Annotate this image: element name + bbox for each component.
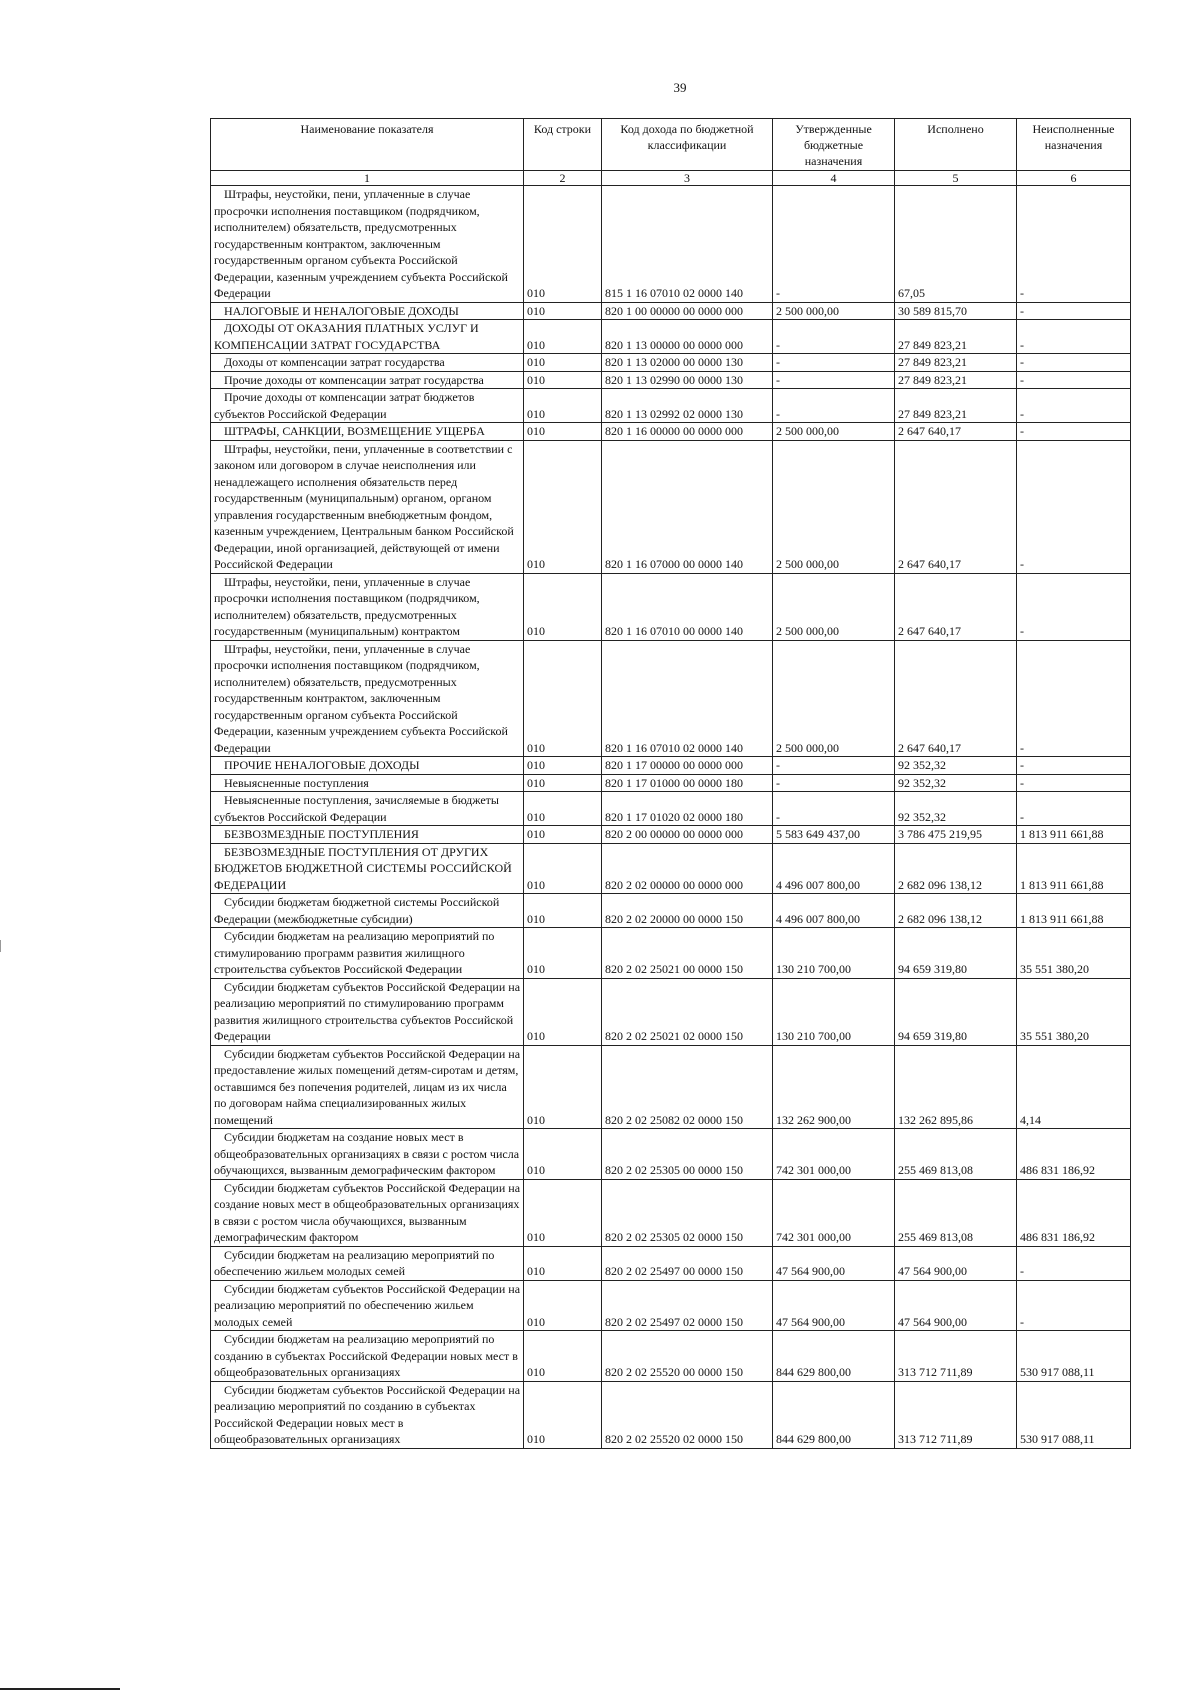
header-line-code: Код строки [524, 119, 602, 171]
row-name: Субсидии бюджетам субъектов Российской Федерации на создание новых мест в общеобразовательных организациях в связи с ростом числа обучающихся, вызванным демографическим фактором [211, 1179, 524, 1246]
row-name: Субсидии бюджетам на реализацию мероприятий по созданию в субъектах Российской Федерации новых мест в общеобразовательных организациях [211, 1331, 524, 1382]
row-revenue-code: 820 2 02 25021 00 0000 150 [602, 928, 773, 979]
row-revenue-code: 820 2 02 20000 00 0000 150 [602, 894, 773, 928]
row-line-code: 010 [524, 792, 602, 826]
row-name: Прочие доходы от компенсации затрат государства [211, 371, 524, 389]
row-name: Невыясненные поступления [211, 774, 524, 792]
row-approved: 130 210 700,00 [773, 978, 895, 1045]
row-executed: 313 712 711,89 [895, 1381, 1017, 1448]
row-approved: 844 629 800,00 [773, 1331, 895, 1382]
row-revenue-code: 820 2 02 25305 00 0000 150 [602, 1129, 773, 1180]
row-executed: 2 682 096 138,12 [895, 894, 1017, 928]
row-approved: - [773, 792, 895, 826]
row-approved: 4 496 007 800,00 [773, 894, 895, 928]
row-revenue-code: 820 2 02 25497 02 0000 150 [602, 1280, 773, 1331]
row-name: БЕЗВОЗМЕЗДНЫЕ ПОСТУПЛЕНИЯ ОТ ДРУГИХ БЮДЖЕТОВ БЮДЖЕТНОЙ СИСТЕМЫ РОССИЙСКОЙ ФЕДЕРАЦИИ [211, 843, 524, 894]
table-row [211, 928, 1131, 979]
row-revenue-code: 820 1 17 00000 00 0000 000 [602, 757, 773, 775]
header-executed: Исполнено [895, 119, 1017, 171]
table-row [211, 440, 1131, 573]
row-executed: 92 352,32 [895, 792, 1017, 826]
row-line-code: 010 [524, 1246, 602, 1280]
row-executed: 313 712 711,89 [895, 1331, 1017, 1382]
row-approved: 844 629 800,00 [773, 1381, 895, 1448]
row-unexecuted: - [1017, 302, 1131, 320]
row-approved: 2 500 000,00 [773, 423, 895, 441]
row-name: Прочие доходы от компенсации затрат бюджетов субъектов Российской Федерации [211, 389, 524, 423]
row-executed: 47 564 900,00 [895, 1280, 1017, 1331]
row-line-code: 010 [524, 1331, 602, 1382]
row-approved: 742 301 000,00 [773, 1129, 895, 1180]
column-number: 5 [895, 171, 1017, 186]
row-revenue-code: 820 2 02 25497 00 0000 150 [602, 1246, 773, 1280]
row-line-code: 010 [524, 1381, 602, 1448]
row-unexecuted: 35 551 380,20 [1017, 928, 1131, 979]
row-approved: 742 301 000,00 [773, 1179, 895, 1246]
row-line-code: 010 [524, 573, 602, 640]
row-unexecuted: - [1017, 774, 1131, 792]
row-revenue-code: 820 1 16 07010 02 0000 140 [602, 640, 773, 757]
row-approved: - [773, 354, 895, 372]
row-unexecuted: 486 831 186,92 [1017, 1129, 1131, 1180]
row-unexecuted: 530 917 088,11 [1017, 1381, 1131, 1448]
row-approved: 132 262 900,00 [773, 1045, 895, 1129]
row-unexecuted: - [1017, 573, 1131, 640]
column-number: 4 [773, 171, 895, 186]
column-number: 6 [1017, 171, 1131, 186]
row-executed: 255 469 813,08 [895, 1129, 1017, 1180]
row-unexecuted: 1 813 911 661,88 [1017, 894, 1131, 928]
margin-mark [0, 940, 1, 952]
row-line-code: 010 [524, 1045, 602, 1129]
row-unexecuted: - [1017, 757, 1131, 775]
row-line-code: 010 [524, 302, 602, 320]
row-line-code: 010 [524, 354, 602, 372]
row-revenue-code: 820 1 17 01000 00 0000 180 [602, 774, 773, 792]
bottom-rule [0, 1688, 120, 1690]
table-row [211, 1246, 1131, 1280]
row-approved: 47 564 900,00 [773, 1246, 895, 1280]
row-approved: - [773, 757, 895, 775]
row-executed: 94 659 319,80 [895, 978, 1017, 1045]
row-executed: 27 849 823,21 [895, 320, 1017, 354]
table-row [211, 1331, 1131, 1382]
row-line-code: 010 [524, 186, 602, 303]
row-executed: 2 647 640,17 [895, 440, 1017, 573]
row-unexecuted: - [1017, 371, 1131, 389]
header-indicator-name: Наименование показателя [211, 119, 524, 171]
row-unexecuted: - [1017, 440, 1131, 573]
row-revenue-code: 820 1 16 07000 00 0000 140 [602, 440, 773, 573]
row-approved: 2 500 000,00 [773, 573, 895, 640]
row-unexecuted: - [1017, 423, 1131, 441]
row-executed: 30 589 815,70 [895, 302, 1017, 320]
table-row [211, 186, 1131, 303]
row-revenue-code: 820 1 00 00000 00 0000 000 [602, 302, 773, 320]
row-approved: 5 583 649 437,00 [773, 826, 895, 844]
row-unexecuted: 35 551 380,20 [1017, 978, 1131, 1045]
row-line-code: 010 [524, 757, 602, 775]
row-line-code: 010 [524, 1179, 602, 1246]
page-number: 39 [673, 80, 687, 95]
row-name: ДОХОДЫ ОТ ОКАЗАНИЯ ПЛАТНЫХ УСЛУГ И КОМПЕНСАЦИИ ЗАТРАТ ГОСУДАРСТВА [211, 320, 524, 354]
table-row [211, 573, 1131, 640]
table-row [211, 894, 1131, 928]
row-unexecuted: - [1017, 389, 1131, 423]
table-row [211, 389, 1131, 423]
row-line-code: 010 [524, 1280, 602, 1331]
table-row [211, 320, 1131, 354]
row-executed: 132 262 895,86 [895, 1045, 1017, 1129]
row-unexecuted: - [1017, 1280, 1131, 1331]
row-unexecuted: 486 831 186,92 [1017, 1179, 1131, 1246]
table-row [211, 843, 1131, 894]
row-name: Субсидии бюджетам на создание новых мест в общеобразовательных организациях в связи с ростом числа обучающихся, вызванным демографическим фактором [211, 1129, 524, 1180]
row-revenue-code: 820 1 16 07010 00 0000 140 [602, 573, 773, 640]
row-unexecuted: 530 917 088,11 [1017, 1331, 1131, 1382]
row-name: БЕЗВОЗМЕЗДНЫЕ ПОСТУПЛЕНИЯ [211, 826, 524, 844]
row-revenue-code: 820 1 13 00000 00 0000 000 [602, 320, 773, 354]
table-row [211, 302, 1131, 320]
table-body [211, 186, 1131, 1449]
row-name: Субсидии бюджетам субъектов Российской Федерации на реализацию мероприятий по стимулированию программ развития жилищного строительства субъектов Российской Федерации [211, 978, 524, 1045]
row-executed: 2 647 640,17 [895, 573, 1017, 640]
column-number: 1 [211, 171, 524, 186]
header-approved: Утвержденные бюджетные назначения [773, 119, 895, 171]
row-line-code: 010 [524, 371, 602, 389]
table-row [211, 423, 1131, 441]
row-line-code: 010 [524, 320, 602, 354]
row-name: НАЛОГОВЫЕ И НЕНАЛОГОВЫЕ ДОХОДЫ [211, 302, 524, 320]
header-unexecuted: Неисполненные назначения [1017, 119, 1131, 171]
row-unexecuted: - [1017, 186, 1131, 303]
row-executed: 92 352,32 [895, 757, 1017, 775]
row-executed: 27 849 823,21 [895, 354, 1017, 372]
row-name: ШТРАФЫ, САНКЦИИ, ВОЗМЕЩЕНИЕ УЩЕРБА [211, 423, 524, 441]
row-line-code: 010 [524, 978, 602, 1045]
row-name: Субсидии бюджетам субъектов Российской Федерации на реализацию мероприятий по созданию в субъектах Российской Федерации новых мест в общеобразовательных организациях [211, 1381, 524, 1448]
row-unexecuted: - [1017, 320, 1131, 354]
row-executed: 2 682 096 138,12 [895, 843, 1017, 894]
row-line-code: 010 [524, 1129, 602, 1180]
row-executed: 67,05 [895, 186, 1017, 303]
row-revenue-code: 820 1 13 02000 00 0000 130 [602, 354, 773, 372]
table-row [211, 1381, 1131, 1448]
table-row [211, 1045, 1131, 1129]
row-line-code: 010 [524, 826, 602, 844]
header-revenue-code: Код дохода по бюджетной классификации [602, 119, 773, 171]
column-number: 3 [602, 171, 773, 186]
row-name: Субсидии бюджетам на реализацию мероприятий по стимулированию программ развития жилищного строительства субъектов Российской Федерации [211, 928, 524, 979]
row-line-code: 010 [524, 843, 602, 894]
row-name: Штрафы, неустойки, пени, уплаченные в случае просрочки исполнения поставщиком (подрядчиком, исполнителем) обязательств, предусмотренных государственным контрактом, заключенным государственным органом субъекта Российской Федерации, казенным учреждением субъекта Российской Федерации [211, 186, 524, 303]
table-row [211, 978, 1131, 1045]
row-revenue-code: 820 2 02 25021 02 0000 150 [602, 978, 773, 1045]
row-approved: - [773, 371, 895, 389]
row-unexecuted: - [1017, 792, 1131, 826]
row-unexecuted: - [1017, 640, 1131, 757]
row-unexecuted: 1 813 911 661,88 [1017, 843, 1131, 894]
table-row [211, 1280, 1131, 1331]
row-name: Субсидии бюджетам субъектов Российской Федерации на предоставление жилых помещений детям-сиротам и детям, оставшимся без попечения родителей, лицам из их числа по договорам найма специализированных жилых помещений [211, 1045, 524, 1129]
row-unexecuted: - [1017, 1246, 1131, 1280]
row-line-code: 010 [524, 423, 602, 441]
row-executed: 92 352,32 [895, 774, 1017, 792]
row-revenue-code: 820 2 02 25082 02 0000 150 [602, 1045, 773, 1129]
row-revenue-code: 820 2 02 00000 00 0000 000 [602, 843, 773, 894]
row-unexecuted: 4,14 [1017, 1045, 1131, 1129]
row-revenue-code: 820 2 02 25520 00 0000 150 [602, 1331, 773, 1382]
row-name: Субсидии бюджетам субъектов Российской Федерации на реализацию мероприятий по обеспечению жильем молодых семей [211, 1280, 524, 1331]
row-approved: 2 500 000,00 [773, 640, 895, 757]
table-row [211, 774, 1131, 792]
row-name: Штрафы, неустойки, пени, уплаченные в соответствии с законом или договором в случае неисполнения или ненадлежащего исполнения обязательств перед государственным (муниципальным) органом, органом управления государственным внебюджетным фондом, казенным учреждением, Центральным банком Российской Федерации, иной организацией, действующей от имени Российской Федерации [211, 440, 524, 573]
row-revenue-code: 820 1 13 02992 02 0000 130 [602, 389, 773, 423]
row-name: ПРОЧИЕ НЕНАЛОГОВЫЕ ДОХОДЫ [211, 757, 524, 775]
row-executed: 3 786 475 219,95 [895, 826, 1017, 844]
table-row [211, 757, 1131, 775]
table-row [211, 792, 1131, 826]
row-name: Штрафы, неустойки, пени, уплаченные в случае просрочки исполнения поставщиком (подрядчиком, исполнителем) обязательств, предусмотренных государственным контрактом, заключенным государственным органом субъекта Российской Федерации, казенным учреждением субъекта Российской Федерации [211, 640, 524, 757]
row-approved: 4 496 007 800,00 [773, 843, 895, 894]
row-approved: - [773, 186, 895, 303]
row-name: Субсидии бюджетам бюджетной системы Российской Федерации (межбюджетные субсидии) [211, 894, 524, 928]
row-name: Невыясненные поступления, зачисляемые в бюджеты субъектов Российской Федерации [211, 792, 524, 826]
table-row [211, 1129, 1131, 1180]
row-unexecuted: 1 813 911 661,88 [1017, 826, 1131, 844]
row-revenue-code: 820 1 13 02990 00 0000 130 [602, 371, 773, 389]
row-approved: - [773, 774, 895, 792]
row-revenue-code: 815 1 16 07010 02 0000 140 [602, 186, 773, 303]
row-approved: 130 210 700,00 [773, 928, 895, 979]
row-line-code: 010 [524, 440, 602, 573]
row-approved: 47 564 900,00 [773, 1280, 895, 1331]
row-executed: 27 849 823,21 [895, 389, 1017, 423]
table-row [211, 371, 1131, 389]
row-executed: 94 659 319,80 [895, 928, 1017, 979]
table-row [211, 1179, 1131, 1246]
row-revenue-code: 820 1 16 00000 00 0000 000 [602, 423, 773, 441]
row-approved: 2 500 000,00 [773, 302, 895, 320]
table-row [211, 826, 1131, 844]
row-approved: - [773, 320, 895, 354]
row-approved: - [773, 389, 895, 423]
row-revenue-code: 820 2 00 00000 00 0000 000 [602, 826, 773, 844]
budget-revenue-table [210, 118, 1131, 1449]
row-revenue-code: 820 2 02 25305 02 0000 150 [602, 1179, 773, 1246]
row-name: Штрафы, неустойки, пени, уплаченные в случае просрочки исполнения поставщиком (подрядчиком, исполнителем) обязательств, предусмотренных государственным (муниципальным) контрактом [211, 573, 524, 640]
row-executed: 2 647 640,17 [895, 423, 1017, 441]
row-line-code: 010 [524, 928, 602, 979]
row-name: Субсидии бюджетам на реализацию мероприятий по обеспечению жильем молодых семей [211, 1246, 524, 1280]
row-executed: 255 469 813,08 [895, 1179, 1017, 1246]
row-revenue-code: 820 2 02 25520 02 0000 150 [602, 1381, 773, 1448]
row-line-code: 010 [524, 774, 602, 792]
table-row [211, 354, 1131, 372]
row-line-code: 010 [524, 389, 602, 423]
row-name: Доходы от компенсации затрат государства [211, 354, 524, 372]
row-executed: 47 564 900,00 [895, 1246, 1017, 1280]
row-approved: 2 500 000,00 [773, 440, 895, 573]
row-unexecuted: - [1017, 354, 1131, 372]
row-executed: 27 849 823,21 [895, 371, 1017, 389]
row-executed: 2 647 640,17 [895, 640, 1017, 757]
column-number: 2 [524, 171, 602, 186]
row-revenue-code: 820 1 17 01020 02 0000 180 [602, 792, 773, 826]
table-row [211, 640, 1131, 757]
row-line-code: 010 [524, 640, 602, 757]
row-line-code: 010 [524, 894, 602, 928]
